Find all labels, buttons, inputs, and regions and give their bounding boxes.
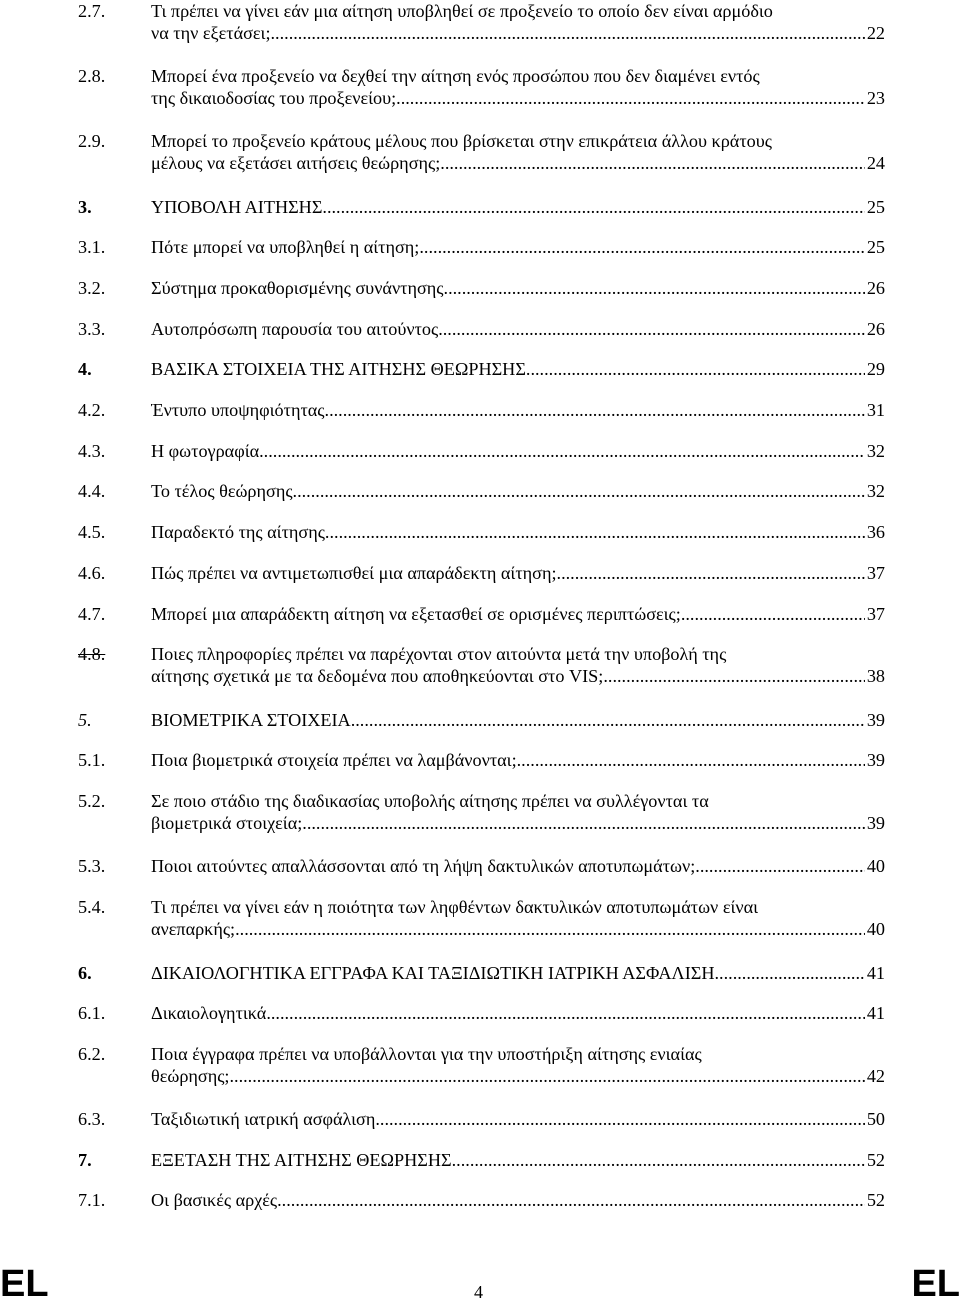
toc-dot-leader: [438, 318, 865, 340]
toc-entry-title: ανεπαρκής;: [151, 919, 236, 939]
toc-entry: [78, 130, 885, 174]
toc-entry-number: 5.2.: [78, 791, 106, 811]
toc-dot-leader: [266, 1002, 865, 1024]
toc-entry-title: Έντυπο υποψηφιότητας: [151, 400, 325, 420]
toc-entry-title: ΥΠΟΒΟΛΗ ΑΙΤΗΣΗΣ: [151, 197, 323, 217]
toc-dot-leader: [235, 918, 865, 940]
toc-entry-page: 40: [866, 919, 885, 939]
toc-dot-leader: [325, 521, 865, 543]
toc-entry-page: 39: [866, 710, 885, 730]
toc-entry-number: 6.3.: [78, 1109, 106, 1129]
toc-entry-last-line: [151, 1002, 885, 1024]
toc-entry: [78, 1043, 885, 1087]
toc-entry-last-line: [151, 277, 885, 299]
toc-dot-leader: [271, 22, 865, 44]
toc-dot-leader: [444, 277, 865, 299]
toc-entry-title: Μπορεί το προξενείο κράτους μέλους που βρίσκεται στην επικράτεια άλλου κράτους: [151, 131, 772, 151]
toc-dot-leader: [603, 665, 864, 687]
toc-entry-last-line: [151, 1189, 885, 1211]
toc-entry: [78, 236, 885, 258]
toc-entry-last-line: [151, 1065, 885, 1087]
toc-dot-leader: [325, 399, 865, 421]
toc-entry: [78, 196, 885, 218]
toc-entry-last-line: [151, 440, 885, 462]
toc-entry-title: Σε ποιο στάδιο της διαδικασίας υποβολής αίτησης πρέπει να συλλέγονται τα: [151, 791, 709, 811]
toc-entry-line: [151, 0, 885, 22]
toc-entry-number: 5.3.: [78, 856, 106, 876]
toc-entry: [78, 562, 885, 584]
toc-entry-title: ΒΙΟΜΕΤΡΙΚΑ ΣΤΟΙΧΕΙΑ: [151, 710, 351, 730]
toc-entry-title: βιομετρικά στοιχεία;: [151, 813, 303, 833]
toc-entry-last-line: [151, 918, 885, 940]
toc-entry-title: Μπορεί μια απαράδεκτη αίτηση να εξετασθεί σε ορισμένες περιπτώσεις;: [151, 604, 681, 624]
toc-entry-last-line: [151, 236, 885, 258]
toc-entry-last-line: [151, 1149, 885, 1171]
toc-entry-page: 37: [866, 563, 885, 583]
toc-dot-leader: [526, 358, 865, 380]
toc-entry: [78, 480, 885, 502]
toc-dot-leader: [351, 709, 865, 731]
toc-entry-page: 38: [866, 666, 885, 686]
toc-entry: [78, 896, 885, 940]
toc-entry-page: 24: [866, 153, 885, 173]
toc-entry-title: Πώς πρέπει να αντιμετωπισθεί μια απαράδεκτη αίτηση;: [151, 563, 557, 583]
toc-entry-number: 6.1.: [78, 1003, 106, 1023]
toc-entry-line: [151, 790, 885, 812]
toc-entry: [78, 0, 885, 44]
toc-entry-title: Ταξιδιωτική ιατρική ασφάλιση: [151, 1109, 376, 1129]
toc-entry-number: 4.: [78, 359, 92, 379]
toc-entry-number: 5.4.: [78, 897, 106, 917]
toc-entry-page: 42: [866, 1066, 885, 1086]
toc-entry: [78, 399, 885, 421]
toc-entry-number: 4.3.: [78, 441, 106, 461]
toc-entry-page: 25: [866, 237, 885, 257]
toc-dot-leader: [419, 236, 864, 258]
toc-entry-title: Δικαιολογητικά: [151, 1003, 267, 1023]
toc-entry-page: 32: [866, 481, 885, 501]
toc-entry-page: 36: [866, 522, 885, 542]
toc-entry-last-line: [151, 812, 885, 834]
toc-entry-last-line: [151, 399, 885, 421]
toc-dot-leader: [229, 1065, 864, 1087]
toc-entry-number: 4.7.: [78, 604, 106, 624]
toc-entry-last-line: [151, 962, 885, 984]
toc-entry-page: 40: [866, 856, 885, 876]
toc-entry: [78, 603, 885, 625]
toc-entry-page: 52: [866, 1190, 885, 1210]
toc-entry-page: 50: [866, 1109, 885, 1129]
toc-entry-last-line: [151, 87, 885, 109]
toc-entry-last-line: [151, 521, 885, 543]
toc-entry: [78, 790, 885, 834]
footer-page-number: 4: [474, 1282, 483, 1302]
toc-entry-last-line: [151, 709, 885, 731]
toc-entry-number: 2.9.: [78, 131, 106, 151]
toc-entry-title: Αυτοπρόσωπη παρουσία του αιτούντος: [151, 319, 439, 339]
toc-entry: [78, 962, 885, 984]
toc-entry-number: 5.: [78, 710, 92, 730]
toc-entry-page: 29: [866, 359, 885, 379]
toc-dot-leader: [452, 1149, 865, 1171]
toc-entry-number: 2.7.: [78, 1, 106, 21]
toc-dot-leader: [293, 480, 865, 502]
toc-entry-last-line: [151, 562, 885, 584]
toc-entry-last-line: [151, 358, 885, 380]
toc-entry-page: 23: [866, 88, 885, 108]
toc-entry-number: 6.: [78, 963, 92, 983]
toc-entry: [78, 1149, 885, 1171]
toc-entry-page: 31: [866, 400, 885, 420]
toc-entry-title: Οι βασικές αρχές: [151, 1190, 278, 1210]
toc-entry: [78, 1002, 885, 1024]
toc-dot-leader: [440, 152, 865, 174]
toc-entry: [78, 749, 885, 771]
toc-entry: [78, 709, 885, 731]
toc-dot-leader: [517, 749, 865, 771]
toc-entry-last-line: [151, 196, 885, 218]
toc-dot-leader: [259, 440, 865, 462]
toc-entry-number: 2.8.: [78, 66, 106, 86]
toc-entry-title: της δικαιοδοσίας του προξενείου;: [151, 88, 397, 108]
toc-entry-last-line: [151, 318, 885, 340]
toc-entry-title: να την εξετάσει;: [151, 23, 271, 43]
toc-entry-title: μέλους να εξετάσει αιτήσεις θεώρησης;: [151, 153, 441, 173]
toc-entry-number: 7.1.: [78, 1190, 106, 1210]
toc-entry-number: 7.: [78, 1150, 92, 1170]
toc-entry-line: [151, 896, 885, 918]
toc-entry-title: Ποιες πληροφορίες πρέπει να παρέχονται στον αιτούντα μετά την υποβολή της: [151, 644, 727, 664]
toc-dot-leader: [695, 855, 865, 877]
toc-entry: [78, 65, 885, 109]
toc-entry-last-line: [151, 665, 885, 687]
toc-entry-page: 22: [866, 23, 885, 43]
toc-entry-title: Ποια έγγραφα πρέπει να υποβάλλονται για την υποστήριξη αίτησης ενιαίας: [151, 1044, 702, 1064]
toc-entry-title: ΕΞΕΤΑΣΗ ΤΗΣ ΑΙΤΗΣΗΣ ΘΕΩΡΗΣΗΣ: [151, 1150, 452, 1170]
toc-entry-number: 3.3.: [78, 319, 106, 339]
toc-entry-number: 4.6.: [78, 563, 106, 583]
toc-entry-line: [151, 643, 885, 665]
toc-entry-line: [151, 65, 885, 87]
toc-entry-title: Σύστημα προκαθορισμένης συνάντησης: [151, 278, 444, 298]
toc-entry-last-line: [151, 480, 885, 502]
toc-entry-title: Μπορεί ένα προξενείο να δεχθεί την αίτηση ενός προσώπου που δεν διαμένει εντός: [151, 66, 760, 86]
footer-language-right: EL: [911, 1263, 960, 1305]
toc-entry-number: 4.5.: [78, 522, 106, 542]
toc-entry-title: Το τέλος θεώρησης: [151, 481, 293, 501]
toc-entry-title: Πότε μπορεί να υποβληθεί η αίτηση;: [151, 237, 420, 257]
toc-entry-title: ΒΑΣΙΚΑ ΣΤΟΙΧΕΙΑ ΤΗΣ ΑΙΤΗΣΗΣ ΘΕΩΡΗΣΗΣ: [151, 359, 526, 379]
toc-dot-leader: [557, 562, 865, 584]
toc-dot-leader: [396, 87, 865, 109]
toc-entry-number: 3.: [78, 197, 92, 217]
toc-entry-last-line: [151, 855, 885, 877]
toc-entry-title: ΔΙΚΑΙΟΛΟΓΗΤΙΚΑ ΕΓΓΡΑΦΑ ΚΑΙ ΤΑΞΙΔΙΩΤΙΚΗ ΙΑΤΡΙΚΗ ΑΣΦΑΛΙΣΗ: [151, 963, 715, 983]
toc-entry-title: Παραδεκτό της αίτησης: [151, 522, 325, 542]
toc-entry-title: Τι πρέπει να γίνει εάν μια αίτηση υποβληθεί σε προξενείο το οποίο δεν είναι αρμόδιο: [151, 1, 773, 21]
toc-entry: [78, 855, 885, 877]
toc-entry: [78, 1108, 885, 1130]
toc-entry-page: 25: [866, 197, 885, 217]
toc-entry-title: θεώρησης;: [151, 1066, 230, 1086]
toc-entry: [78, 521, 885, 543]
toc-entry-title: Ποια βιομετρικά στοιχεία πρέπει να λαμβάνονται;: [151, 750, 517, 770]
toc-entry-number: 4.4.: [78, 481, 106, 501]
toc-entry: [78, 643, 885, 687]
toc-dot-leader: [715, 962, 865, 984]
toc-entry-last-line: [151, 22, 885, 44]
toc-entry: [78, 1189, 885, 1211]
footer-language-left: EL: [0, 1263, 49, 1305]
toc-entry-title: Τι πρέπει να γίνει εάν η ποιότητα των ληφθέντων δακτυλικών αποτυπωμάτων είναι: [151, 897, 758, 917]
toc-entry-last-line: [151, 603, 885, 625]
toc-entry-page: 41: [866, 1003, 885, 1023]
toc-entry-line: [151, 1043, 885, 1065]
toc-entry-page: 26: [866, 278, 885, 298]
toc-entry-page: 26: [866, 319, 885, 339]
toc-entry-page: 37: [866, 604, 885, 624]
toc-entry-title: αίτησης σχετικά με τα δεδομένα που αποθηκεύονται στο VIS;: [151, 666, 604, 686]
toc-entry-page: 41: [866, 963, 885, 983]
toc-entry-page: 32: [866, 441, 885, 461]
toc-entry-number: 3.1.: [78, 237, 106, 257]
toc-entry-last-line: [151, 1108, 885, 1130]
toc-entry: [78, 358, 885, 380]
toc-entry-last-line: [151, 152, 885, 174]
toc-entry-page: 52: [866, 1150, 885, 1170]
toc-entry-line: [151, 130, 885, 152]
toc-entry: [78, 440, 885, 462]
toc-entry-number: 4.2.: [78, 400, 106, 420]
toc-entry-number: 6.2.: [78, 1044, 106, 1064]
toc-entry-number: 5.1.: [78, 750, 106, 770]
toc-entry-number: 4.8.: [78, 644, 106, 664]
toc-dot-leader: [277, 1189, 865, 1211]
toc-entry: [78, 318, 885, 340]
toc-dot-leader: [302, 812, 865, 834]
toc-entry-last-line: [151, 749, 885, 771]
toc-entry: [78, 277, 885, 299]
toc-entry-page: 39: [866, 813, 885, 833]
toc-entry-page: 39: [866, 750, 885, 770]
toc-dot-leader: [375, 1108, 864, 1130]
toc-dot-leader: [681, 603, 865, 625]
toc-entry-title: Ποιοι αιτούντες απαλλάσσονται από τη λήψη δακτυλικών αποτυπωμάτων;: [151, 856, 696, 876]
toc-dot-leader: [322, 196, 864, 218]
toc-entry-title: Η φωτογραφία: [151, 441, 260, 461]
toc-entry-number: 3.2.: [78, 278, 106, 298]
